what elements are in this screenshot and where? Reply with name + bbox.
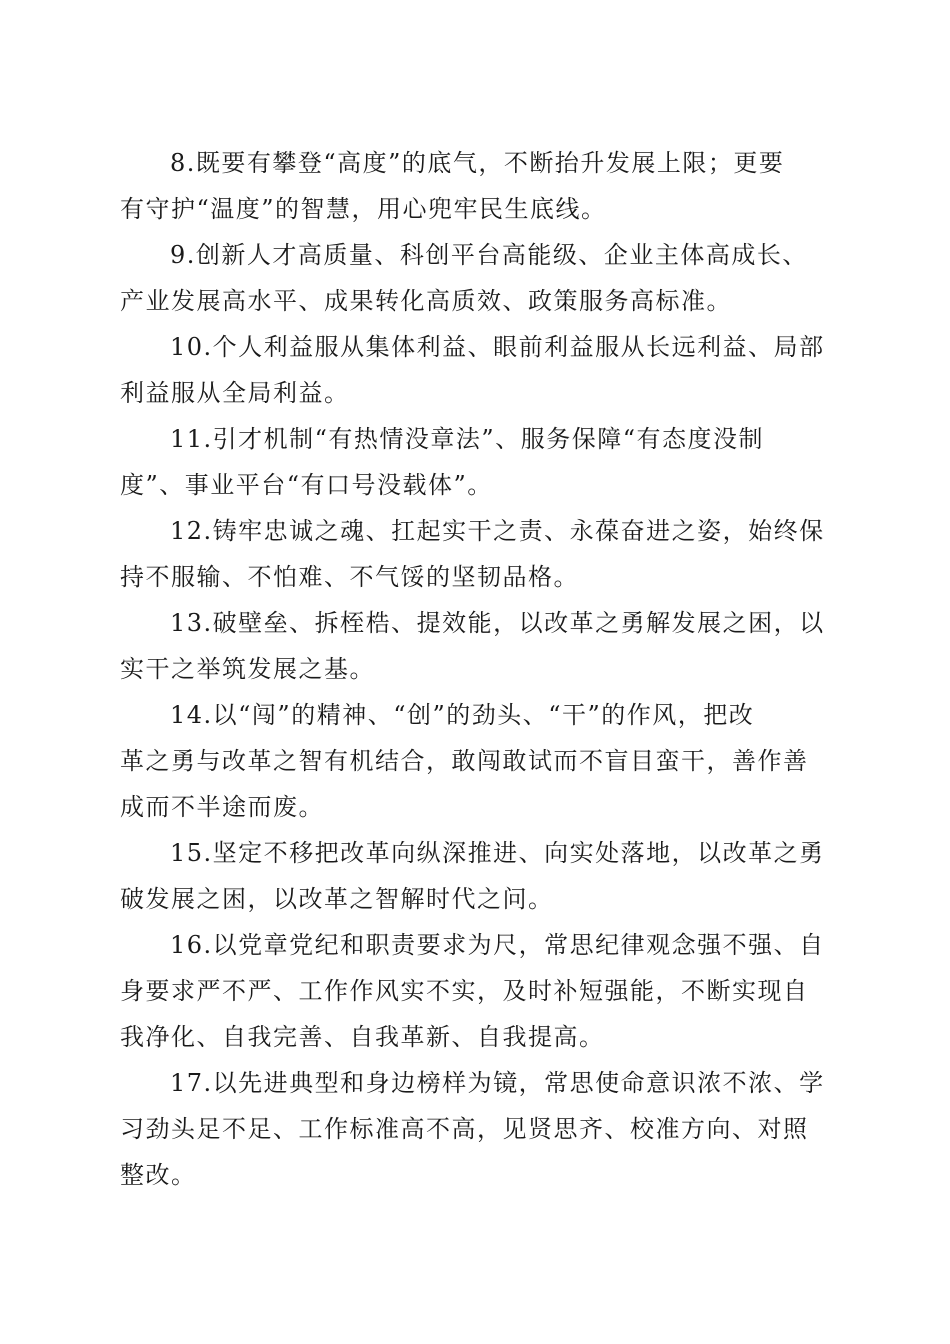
- text-line: 成而不半途而废。: [120, 793, 324, 821]
- text-line: 实干之举筑发展之基。: [120, 655, 375, 683]
- text-line: 14.以“闯”的精神、“创”的劲头、“干”的作风，把改: [170, 701, 755, 729]
- paragraph-11: [120, 416, 830, 508]
- text-line: 9.创新人才高质量、科创平台高能级、企业主体高成长、: [170, 241, 808, 269]
- text-line: 身要求严不严、工作作风实不实，及时补短强能，不断实现自: [120, 977, 809, 1005]
- text-line: 利益服从全局利益。: [120, 379, 350, 407]
- text-line: 产业发展高水平、成果转化高质效、政策服务高标准。: [120, 287, 732, 315]
- paragraph-9: [120, 232, 830, 324]
- document-page: [120, 140, 830, 1198]
- text-line: 15.坚定不移把改革向纵深推进、向实处落地，以改革之勇: [170, 839, 825, 867]
- text-line: 持不服输、不怕难、不气馁的坚韧品格。: [120, 563, 579, 591]
- paragraph-12: [120, 508, 830, 600]
- text-line: 11.引才机制“有热情没章法”、服务保障“有态度没制: [170, 425, 764, 453]
- paragraph-16: [120, 922, 830, 1060]
- paragraph-15: [120, 830, 830, 922]
- text-line: 16.以党章党纪和职责要求为尺，常思纪律观念强不强、自: [170, 931, 825, 959]
- text-line: 破发展之困，以改革之智解时代之问。: [120, 885, 554, 913]
- text-line: 13.破壁垒、拆桎梏、提效能，以改革之勇解发展之困，以: [170, 609, 825, 637]
- text-line: 有守护“温度”的智慧，用心兜牢民生底线。: [120, 195, 607, 223]
- paragraph-8: [120, 140, 830, 232]
- text-line: 习劲头足不足、工作标准高不高，见贤思齐、校准方向、对照: [120, 1115, 809, 1143]
- text-line: 革之勇与改革之智有机结合，敢闯敢试而不盲目蛮干，善作善: [120, 747, 809, 775]
- text-line: 8.既要有攀登“高度”的底气，不断抬升发展上限；更要: [170, 149, 785, 177]
- paragraph-17: [120, 1060, 830, 1198]
- text-line: 10.个人利益服从集体利益、眼前利益服从长远利益、局部: [170, 333, 825, 361]
- text-line: 整改。: [120, 1161, 197, 1189]
- paragraph-14: [120, 692, 830, 830]
- text-line: 我净化、自我完善、自我革新、自我提高。: [120, 1023, 605, 1051]
- text-line: 12.铸牢忠诚之魂、扛起实干之责、永葆奋进之姿，始终保: [170, 517, 825, 545]
- paragraph-13: [120, 600, 830, 692]
- text-line: 17.以先进典型和身边榜样为镜，常思使命意识浓不浓、学: [170, 1069, 825, 1097]
- paragraph-10: [120, 324, 830, 416]
- text-line: 度”、事业平台“有口号没载体”。: [120, 471, 493, 499]
